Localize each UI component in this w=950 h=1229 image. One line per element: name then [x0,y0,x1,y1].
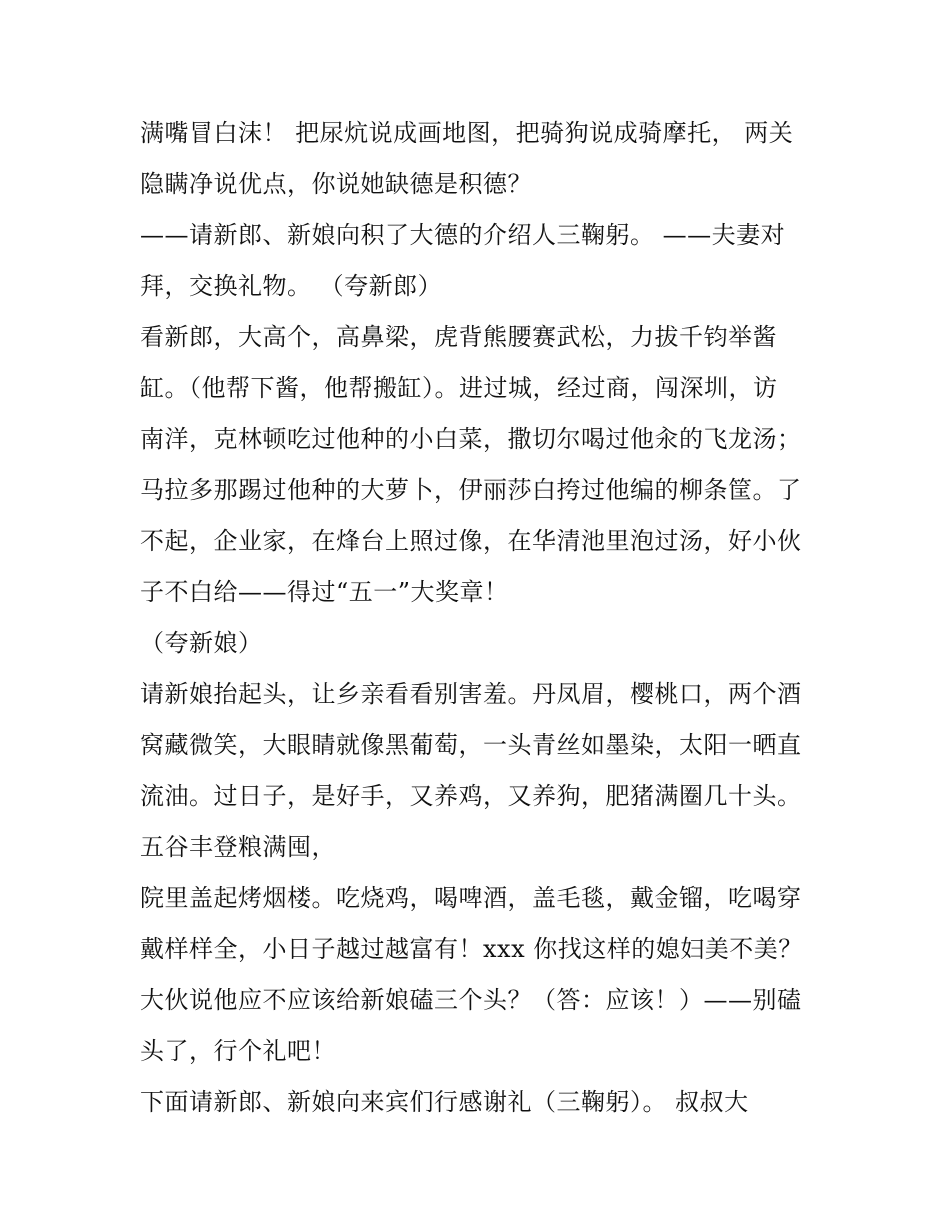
text-line-6: 缸。（他帮下酱，他帮搬缸）。进过城，经过商，闯深圳，访 [140,374,778,402]
text-line-15: 五谷丰登粮满囤， [140,833,336,861]
text-line-14: 流油。过日子，是好手，又养鸡，又养狗，肥猪满圈几十头。 [140,782,802,810]
text-line-2: 隐瞒净说优点，你说她缺德是积德？ [140,170,532,198]
text-line-7: 南洋，克林顿吃过他种的小白菜，撒切尔喝过他汆的飞龙汤； [140,425,802,453]
text-line-3: ——请新郎、新娘向积了大德的介绍人三鞠躬。 ——夫妻对 [140,221,786,249]
text-line-4: 拜，交换礼物。 （夸新郎） [140,272,443,300]
text-line-10: 子不白给——得过“五一”大奖章！ [140,578,509,606]
text-line-12: 请新娘抬起头，让乡亲看看别害羞。丹凤眉，樱桃口，两个酒 [140,680,802,708]
text-line-18: 大伙说他应不应该给新娘磕三个头？（答：应该！）——别磕 [140,986,802,1014]
text-line-19: 头了，行个礼吧！ [140,1037,336,1065]
text-line-5: 看新郎，大高个，高鼻梁，虎背熊腰赛武松，力拔千钧举酱 [140,323,777,351]
text-line-16: 院里盖起烤烟楼。吃烧鸡，喝啤酒，盖毛毯，戴金镏，吃喝穿 [140,884,802,912]
document-body [140,108,820,1128]
text-line-11: （夸新娘） [140,629,263,657]
text-line-17: 戴样样全，小日子越过越富有！xxx 你找这样的媳妇美不美？ [140,935,803,963]
text-line-1: 满嘴冒白沫！ 把尿炕说成画地图，把骑狗说成骑摩托， 两关 [140,119,794,147]
text-line-20: 下面请新郎、新娘向来宾们行感谢礼（三鞠躬）。 叔叔大 [140,1088,749,1116]
text-line-8: 马拉多那踢过他种的大萝卜，伊丽莎白挎过他编的柳条筐。了 [140,476,802,504]
text-line-9: 不起，企业家，在烽台上照过像，在华清池里泡过汤，好小伙 [140,527,802,555]
text-line-13: 窝藏微笑，大眼睛就像黑葡萄，一头青丝如墨染，太阳一晒直 [140,731,802,759]
